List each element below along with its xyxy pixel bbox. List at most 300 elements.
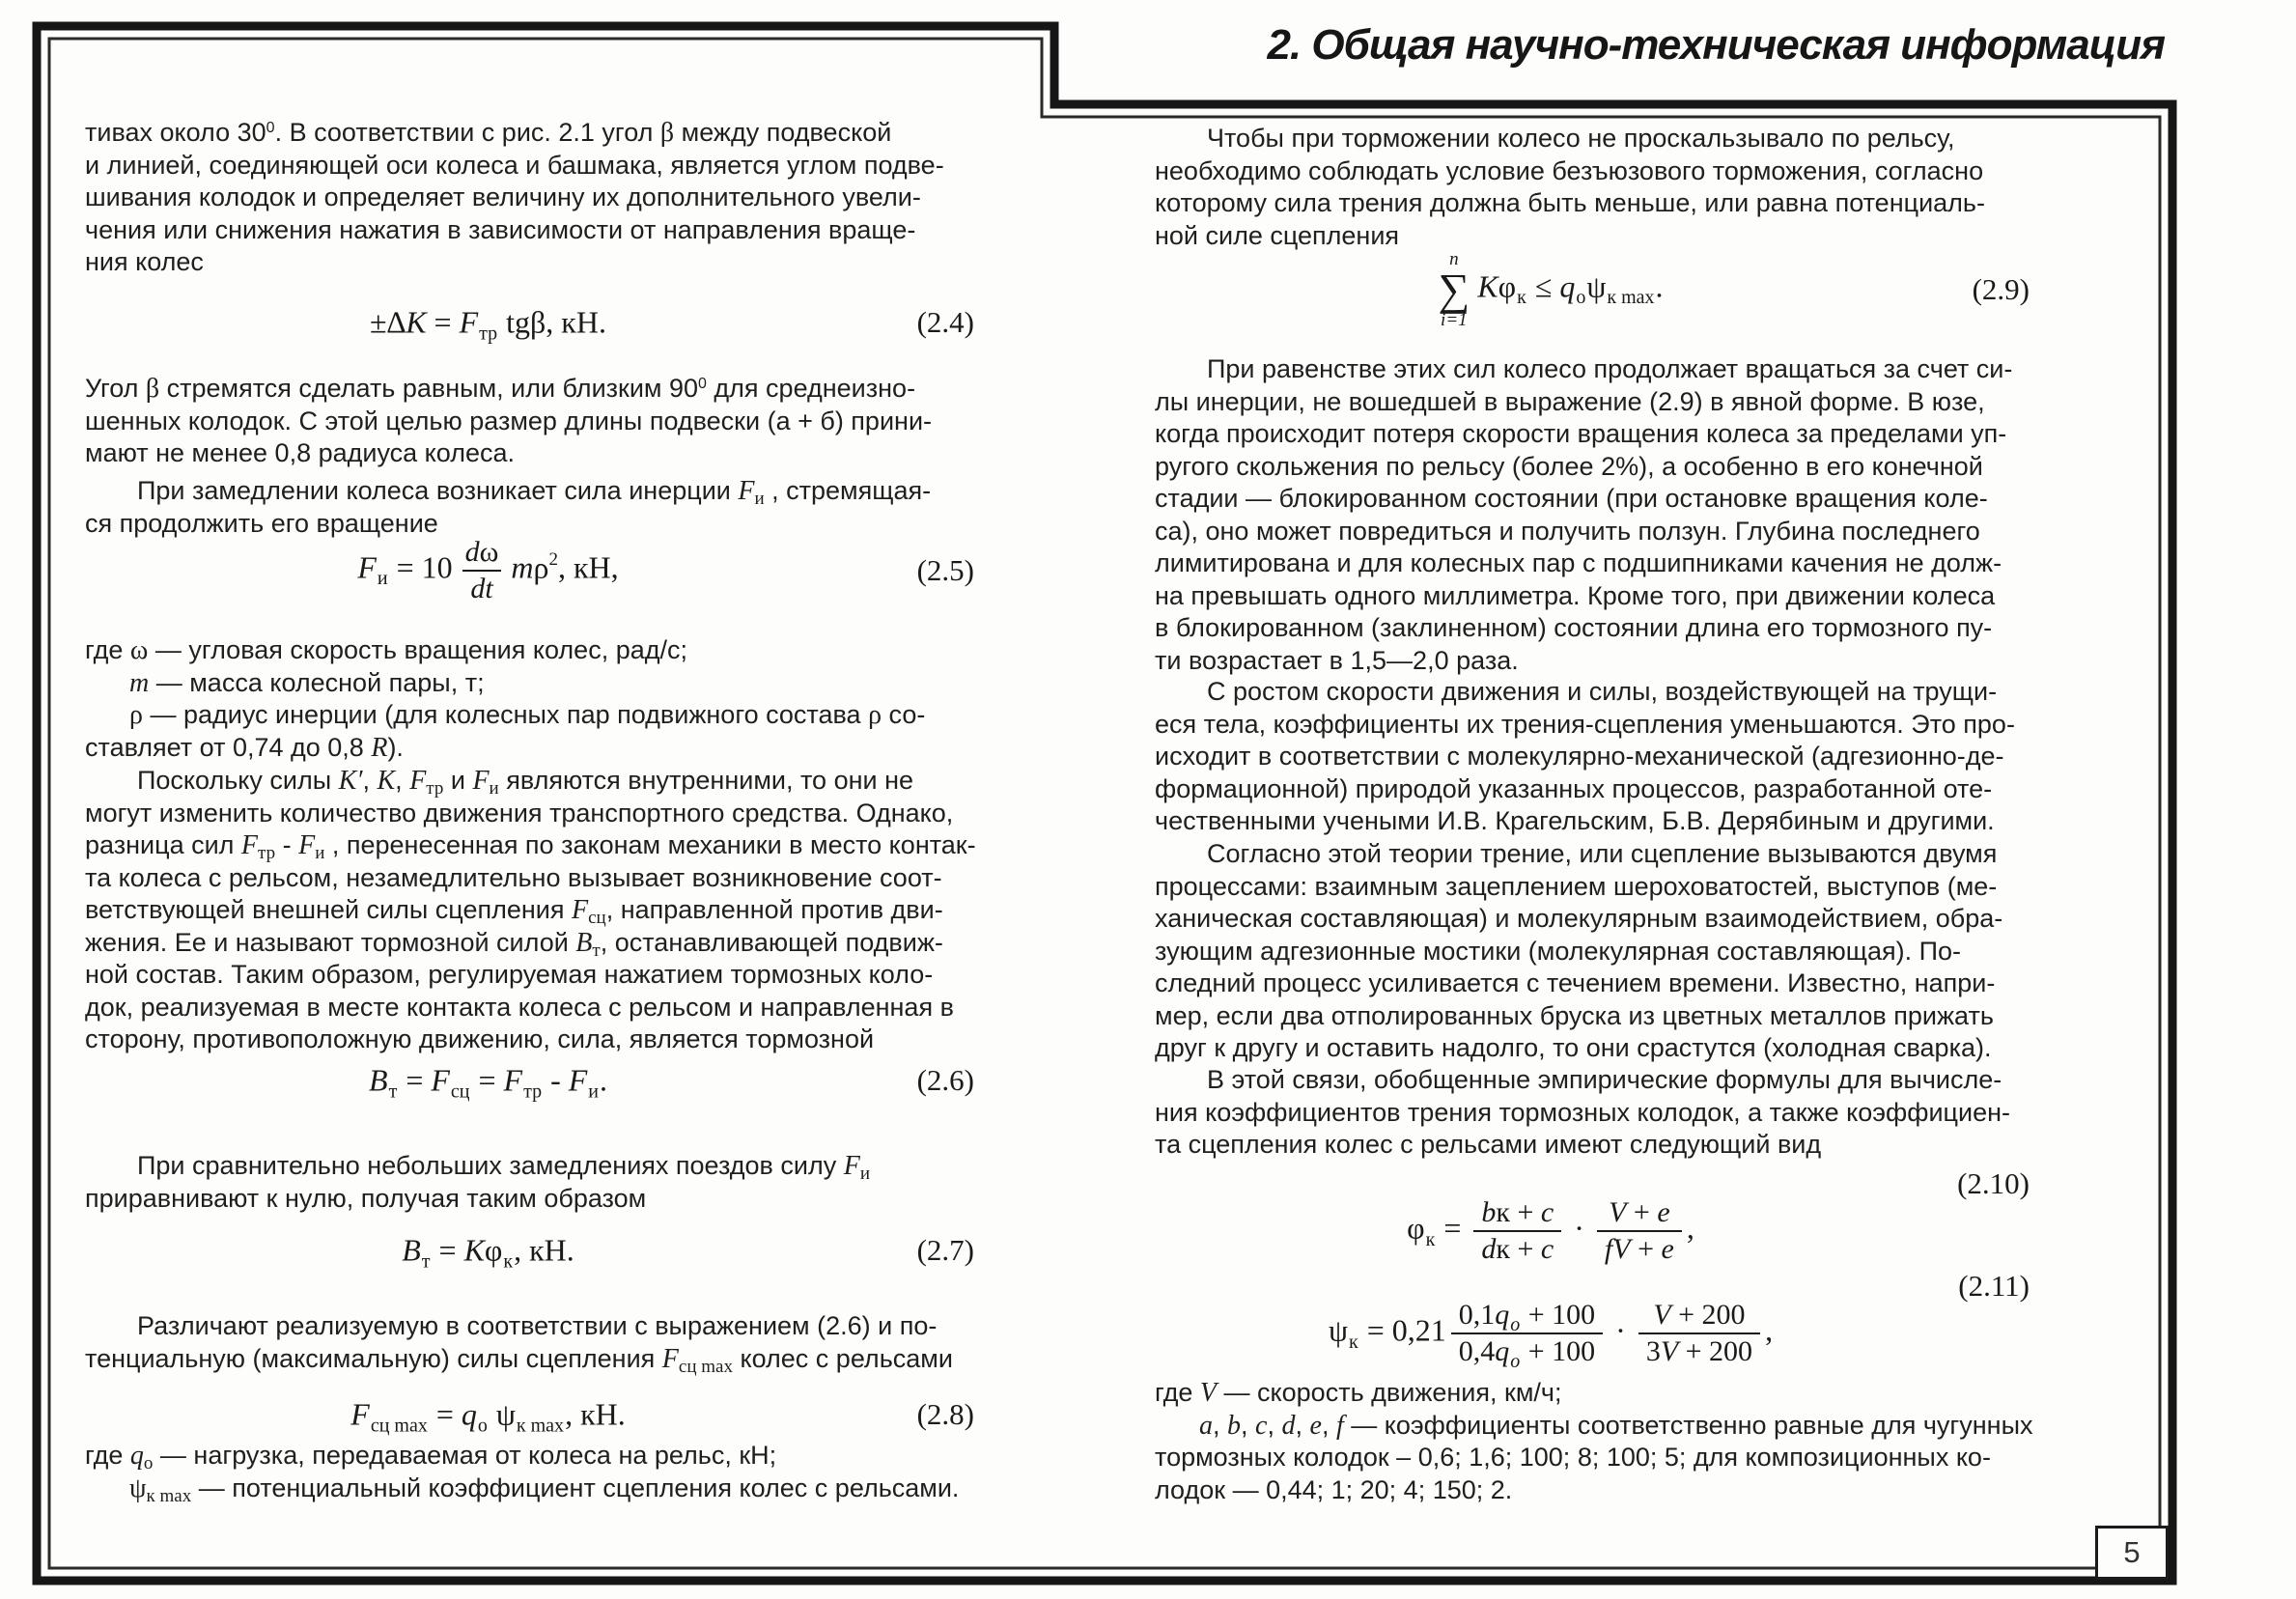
math-token: = <box>1436 1210 1470 1246</box>
text-run: , <box>1267 1410 1282 1440</box>
text-run: и <box>443 766 473 795</box>
text-run: При сравнительно небольших замедлениях поездов силу <box>137 1151 844 1180</box>
math-token: + <box>1630 1233 1662 1266</box>
math-token: d <box>464 536 480 568</box>
text-line <box>85 862 1017 895</box>
summation-symbol <box>1438 250 1470 329</box>
text-run: мер, если два отполированных бруска из цветных металлов прижать <box>1155 1000 1994 1030</box>
text-run: тивах около 30 <box>85 118 266 147</box>
text-line <box>85 150 1017 182</box>
math-token: B <box>402 1232 421 1268</box>
paragraph <box>85 1150 1017 1215</box>
math-token: к max <box>1607 287 1655 309</box>
text-line <box>1155 1377 2072 1410</box>
math-run: и <box>315 843 325 863</box>
formula-body <box>1155 250 1946 329</box>
text-run: исходит в соответствии с молекулярно-механической (адгезионно-де- <box>1155 742 2004 771</box>
math-token: fV <box>1604 1233 1631 1266</box>
chapter-header: 2. Общая научно-техническая информация <box>1267 21 2165 69</box>
fraction <box>1638 1298 1760 1369</box>
math-run: e <box>1309 1410 1322 1441</box>
text-line <box>85 699 1017 732</box>
text-run: , <box>1241 1410 1256 1440</box>
display-formula <box>1155 1269 2072 1377</box>
math-run: F <box>661 1343 679 1374</box>
text-line <box>85 1473 1017 1505</box>
text-line <box>1155 1410 2072 1443</box>
paragraph <box>1155 1064 2072 1162</box>
text-run: колес с рельсами <box>732 1343 953 1373</box>
math-token: 3 <box>1645 1335 1661 1368</box>
text-run: между подвеской <box>674 118 892 147</box>
text-run: лимитирована и для колесных пар с подшипниками качения не долж- <box>1155 548 2002 577</box>
math-token: + 200 <box>1678 1335 1753 1368</box>
math-run: F <box>240 830 259 860</box>
math-token: о <box>1576 287 1586 309</box>
fraction-numerator <box>1451 1298 1603 1336</box>
text-run: , перенесенная по законам механики в место контак- <box>324 830 976 859</box>
paragraph <box>85 1310 1017 1375</box>
math-token: ±∆ <box>370 304 406 340</box>
text-run: ной состав. Таким образом, регулируемая нажатием тормозных коло- <box>85 960 934 989</box>
math-run: ψ <box>129 1473 147 1503</box>
fraction-numerator <box>1473 1195 1561 1230</box>
text-run: Согласно этой теории трение, или сцепление вызываются двумя <box>1207 839 1998 868</box>
text-run: В этой связи, обобщенные эмпирические формулы для вычисле- <box>1207 1065 2002 1094</box>
text-run: где <box>85 635 130 664</box>
right-column <box>1155 0 2072 1599</box>
formula-number: (2.9) <box>1972 272 2030 306</box>
text-line <box>1155 1129 2072 1162</box>
math-token: d <box>1481 1233 1497 1266</box>
math-run: β <box>659 118 675 148</box>
text-run: — угловая скорость вращения колес, рад/с; <box>148 635 687 664</box>
paragraph <box>85 117 1017 279</box>
math-token: + 200 <box>1670 1299 1746 1332</box>
text-line <box>85 406 1017 438</box>
page-number-box <box>2095 1526 2169 1580</box>
display-formula <box>85 295 1017 351</box>
sigma-glyph: ∑ <box>1438 265 1470 315</box>
math-token: + <box>1626 1196 1658 1229</box>
math-run: о <box>143 1453 154 1473</box>
text-run: процессами: взаимным зацеплением шероховатостей, выступов (ме- <box>1155 871 1998 901</box>
fraction-numerator <box>1601 1195 1678 1230</box>
page-number: 5 <box>2123 1535 2141 1569</box>
math-token: = 0,21 <box>1358 1312 1446 1348</box>
sum-lower-limit: i=1 <box>1441 309 1468 330</box>
math-token: V <box>1653 1299 1671 1332</box>
math-token: сц <box>450 1080 470 1103</box>
text-line <box>1155 1474 2072 1507</box>
math-token: т <box>388 1080 398 1103</box>
math-token: = <box>426 304 460 340</box>
math-run: ρ <box>129 700 143 730</box>
text-run: , <box>1213 1410 1228 1440</box>
text-line <box>85 992 1017 1024</box>
formula-body <box>1155 1195 1946 1267</box>
fraction-numerator <box>458 535 507 570</box>
text-line <box>1155 871 2072 904</box>
text-run: При равенстве этих сил колесо продолжает вращаться за счет си- <box>1207 354 2013 383</box>
paragraph <box>85 634 1017 764</box>
text-run: и линией, соединяющей оси колеса и башмака, является углом подве- <box>85 150 944 180</box>
text-line <box>85 829 1017 862</box>
text-line <box>1155 1032 2072 1065</box>
text-line <box>1155 1000 2072 1033</box>
math-token: тр <box>479 323 498 345</box>
fraction-numerator <box>1645 1298 1752 1332</box>
math-run: K <box>377 766 396 796</box>
text-run: ставляет от 0,74 до 0,8 <box>85 732 372 762</box>
math-token: к max <box>516 1415 565 1437</box>
math-token: B <box>369 1062 388 1098</box>
math-run: к max <box>146 1485 192 1506</box>
math-token: K <box>406 304 427 340</box>
math-token: к <box>1517 287 1526 309</box>
math-token: 2 <box>548 549 558 571</box>
math-run: d <box>1281 1410 1296 1441</box>
text-run: ния колес <box>85 247 204 276</box>
text-line <box>85 373 1017 406</box>
text-line <box>85 798 1017 830</box>
math-run: 0 <box>266 120 275 136</box>
math-token: - <box>543 1062 569 1098</box>
text-run: са), оно может повредиться и получить ползун. Глубина последнего <box>1155 516 1980 546</box>
text-run: та колеса с рельсом, незамедлительно вызывает возникновение соот- <box>85 862 942 892</box>
text-line <box>85 117 1017 150</box>
math-token: o <box>1510 1314 1521 1336</box>
math-token: q <box>1495 1299 1510 1332</box>
text-run: , <box>395 766 410 795</box>
text-run: стадии — блокированном состоянии (при остановке вращения коле- <box>1155 484 1988 513</box>
text-run: , <box>362 766 378 795</box>
text-line <box>1155 516 2072 548</box>
text-run: — коэффициенты соответственно равные для чугунных <box>1343 1410 2033 1440</box>
text-line <box>85 1150 1017 1183</box>
text-line <box>1155 676 2072 709</box>
text-run: , останавливающей подвиж- <box>600 927 943 957</box>
formula-number: (2.7) <box>916 1233 974 1267</box>
text-line <box>1155 418 2072 451</box>
text-run: , <box>1321 1410 1336 1440</box>
text-run: где <box>1155 1378 1200 1407</box>
math-token: tgβ, кН. <box>498 304 606 340</box>
sum-upper-limit: n <box>1449 249 1459 270</box>
math-token: ψ <box>488 1396 516 1432</box>
text-line <box>85 634 1017 667</box>
formula-number: (2.8) <box>916 1397 974 1431</box>
text-run: ния коэффициентов трения тормозных колодок, а также коэффициен- <box>1155 1097 2010 1127</box>
text-line <box>1155 1097 2072 1130</box>
paragraph <box>1155 676 2072 838</box>
text-line <box>1155 187 2072 220</box>
text-run: являются внутренними, то они не <box>498 766 914 795</box>
math-token: о <box>477 1415 488 1437</box>
text-run: При замедлении колеса возникает сила инерции <box>137 476 739 505</box>
math-token: c <box>1540 1233 1554 1266</box>
math-run: f <box>1335 1410 1344 1441</box>
text-run: Чтобы при торможении колесо не проскальзывало по рельсу, <box>1207 124 1955 153</box>
math-token: e <box>1661 1233 1674 1266</box>
paragraph <box>1155 1377 2072 1506</box>
math-token: φ <box>484 1232 503 1268</box>
math-token: e <box>1657 1196 1670 1229</box>
text-run: — масса колесной пары, т; <box>149 667 485 697</box>
text-run: — потенциальный коэффициент сцепления колес с рельсами. <box>191 1473 960 1502</box>
text-run: следний процесс усиливается с течением времени. Известно, напри- <box>1155 968 1996 997</box>
math-run: V <box>1199 1378 1218 1408</box>
math-token: · <box>1608 1312 1634 1348</box>
fraction <box>1451 1298 1603 1373</box>
text-line <box>85 437 1017 470</box>
text-line <box>1155 773 2072 806</box>
math-token: q <box>1559 268 1576 304</box>
math-token: = <box>470 1062 504 1098</box>
text-line <box>1155 580 2072 613</box>
formula-number: (2.5) <box>916 553 974 587</box>
math-token: = 10 <box>388 549 453 585</box>
text-line <box>1155 805 2072 838</box>
math-token: F <box>357 549 377 585</box>
text-line <box>85 732 1017 765</box>
text-run: ти возрастает в 1,5—2,0 раза. <box>1155 645 1519 675</box>
text-run: жения. Ее и называют тормозной силой <box>85 927 576 957</box>
text-line <box>1155 741 2072 773</box>
math-run: F <box>409 766 427 796</box>
text-run: ). <box>387 732 404 762</box>
paragraph <box>1155 838 2072 1065</box>
math-token: q <box>461 1396 477 1432</box>
text-run: Угол <box>85 374 146 403</box>
text-line <box>1155 1064 2072 1097</box>
text-line <box>85 246 1017 279</box>
text-run: , направленной против дви- <box>605 895 943 924</box>
text-run: ветствующей внешней силы сцепления <box>85 895 572 924</box>
paragraph <box>85 373 1017 470</box>
text-run: мают не менее 0,8 радиуса колеса. <box>85 438 515 467</box>
text-line <box>1155 936 2072 968</box>
math-token: = <box>398 1062 432 1098</box>
math-run: F <box>472 766 490 796</box>
text-run: ханическая составляющая) и молекулярным взаимодействием, обра- <box>1155 904 2003 933</box>
math-token: ≤ <box>1526 268 1560 304</box>
math-token: + 100 <box>1521 1335 1596 1368</box>
text-run: еся тела, коэффициенты их трения-сцепления уменьшаются. Это про- <box>1155 709 2015 739</box>
math-token: к + <box>1496 1233 1541 1266</box>
math-token: , кН. <box>565 1396 626 1432</box>
text-run: тенциальную (максимальную) силы сцепления <box>85 1343 662 1373</box>
math-run: m <box>129 667 150 698</box>
text-run: стремятся сделать равным, или близким 90 <box>159 374 699 403</box>
math-token: o <box>1510 1351 1521 1373</box>
math-token: сц max <box>370 1415 428 1437</box>
text-line <box>85 667 1017 700</box>
math-token: q <box>1495 1335 1510 1368</box>
math-run: 0 <box>698 376 707 392</box>
math-token: ψ <box>1328 1312 1348 1348</box>
text-line <box>1155 709 2072 742</box>
math-run: сц max <box>678 1356 733 1377</box>
fraction <box>1597 1195 1682 1267</box>
text-run: — скорость движения, км/ч; <box>1217 1378 1562 1407</box>
math-run: ω <box>129 635 149 665</box>
text-line <box>85 1440 1017 1473</box>
text-run: - <box>275 830 299 859</box>
math-token: V <box>1609 1196 1627 1229</box>
math-run: F <box>843 1151 860 1181</box>
math-token: 0,4 <box>1458 1335 1496 1368</box>
math-token: · <box>1566 1210 1592 1246</box>
paragraph <box>1155 123 2072 252</box>
display-formula <box>85 1052 1017 1108</box>
text-line <box>1155 838 2072 871</box>
math-token: F <box>350 1396 370 1432</box>
math-token: φ <box>1498 268 1517 304</box>
math-run: т <box>592 940 601 961</box>
text-line <box>85 475 1017 508</box>
text-run: разница сил <box>85 830 241 859</box>
formula-body <box>85 304 891 345</box>
math-token: ω <box>479 536 499 568</box>
text-run: на превышать одного миллиметра. Кроме того, при движении колеса <box>1155 580 1996 610</box>
math-token: . <box>1655 268 1664 304</box>
math-run: F <box>298 830 316 860</box>
text-line <box>1155 123 2072 155</box>
text-line <box>1155 612 2072 645</box>
text-run: когда происходит потеря скорости вращения колеса за пределами уп- <box>1155 419 2007 448</box>
math-run: тр <box>258 843 276 863</box>
left-column <box>85 0 1017 1599</box>
math-token: , кН, <box>557 549 619 585</box>
text-run: шивания колодок и определяет величину их дополнительного увели- <box>85 182 921 211</box>
text-line <box>85 214 1017 247</box>
text-run: , <box>1295 1410 1310 1440</box>
math-run: и <box>489 778 499 799</box>
math-token: c <box>1540 1196 1554 1229</box>
text-line <box>85 894 1017 927</box>
text-line <box>1155 483 2072 516</box>
math-run: B <box>575 927 593 958</box>
formula-number: (2.4) <box>916 305 974 339</box>
fraction-denominator <box>1473 1230 1561 1267</box>
fraction <box>1473 1195 1561 1267</box>
math-token: F <box>459 304 479 340</box>
math-token: F <box>568 1062 588 1098</box>
display-formula <box>1155 244 2072 335</box>
math-run: K′ <box>338 766 363 796</box>
fraction-denominator <box>462 570 500 606</box>
math-run: β <box>145 374 160 404</box>
math-run: c <box>1255 1410 1268 1441</box>
math-run: q <box>129 1441 144 1471</box>
text-run: тормозных колодок – 0,6; 1,6; 100; 8; 100; 5; для композиционных ко- <box>1155 1443 1991 1472</box>
text-run: шенных колодок. С этой целью размер длины подвески (а + б) прини- <box>85 406 933 435</box>
math-token: к <box>1425 1228 1436 1250</box>
formula-number: (2.11) <box>1958 1269 2030 1303</box>
text-run: со- <box>882 700 926 729</box>
math-token: K <box>463 1232 485 1268</box>
math-token: , кН. <box>514 1232 574 1268</box>
math-token: ρ <box>533 549 549 585</box>
math-run: и <box>859 1164 870 1184</box>
math-run: R <box>371 732 388 763</box>
fraction <box>458 535 507 606</box>
text-run: ной силе сцепления <box>1155 220 1400 250</box>
text-line <box>85 1024 1017 1056</box>
text-line <box>1155 645 2072 678</box>
math-token: т <box>421 1250 431 1273</box>
math-token: . <box>599 1062 607 1098</box>
paragraph <box>1155 353 2072 677</box>
text-line <box>1155 353 2072 386</box>
text-line <box>1155 155 2072 188</box>
math-run: F <box>571 895 589 925</box>
text-run: где <box>85 1441 130 1470</box>
text-run: формационной) природой указанных процессов, разработанной оте- <box>1155 773 1993 803</box>
text-run: лодок — 0,44; 1; 20; 4; 150; 2. <box>1155 1474 1513 1504</box>
text-run: Поскольку силы <box>137 766 339 795</box>
text-run: чественными учеными И.В. Крагельским, Б.В. Дерябиным и другими. <box>1155 806 1995 835</box>
math-token: и <box>588 1080 599 1103</box>
display-formula <box>85 526 1017 615</box>
text-line <box>85 1343 1017 1376</box>
formula-body <box>85 1062 891 1103</box>
math-run: a <box>1199 1410 1213 1441</box>
formula-number: (2.10) <box>1957 1166 2030 1200</box>
math-token: 0,1 <box>1458 1299 1496 1332</box>
text-line <box>85 765 1017 798</box>
text-run: ругого скольжения по рельсу (более 2%), а особенно в его конечной <box>1155 451 1983 481</box>
math-run: F <box>738 476 755 506</box>
text-run: приравнивают к нулю, получая таким образом <box>85 1183 647 1213</box>
text-run: — нагрузка, передаваемая от колеса на рельс, кН; <box>153 1441 777 1470</box>
fraction-denominator <box>1451 1332 1603 1373</box>
text-line <box>85 927 1017 960</box>
text-run: которому сила трения должна быть меньше, или равна потенциаль- <box>1155 188 1985 217</box>
text-line <box>1155 547 2072 580</box>
math-run: тр <box>426 778 444 799</box>
math-token: и <box>377 568 388 590</box>
formula-body <box>85 1232 891 1273</box>
math-run: ρ <box>868 700 882 730</box>
math-token: m <box>511 549 534 585</box>
math-token: к <box>503 1250 514 1273</box>
text-line <box>85 1183 1017 1216</box>
text-line <box>85 182 1017 214</box>
formula-body <box>85 535 891 606</box>
display-formula <box>85 1222 1017 1278</box>
text-run: Различают реализуемую в соответствии с выражением (2.6) и по- <box>137 1311 938 1340</box>
math-token: K <box>1477 268 1498 304</box>
math-token: , <box>1765 1312 1774 1348</box>
math-token: dt <box>470 573 493 604</box>
text-line <box>1155 386 2072 419</box>
math-run: и <box>754 489 765 509</box>
formula-body <box>1155 1298 1946 1373</box>
paragraph <box>85 1440 1017 1504</box>
text-run: — радиус инерции (для колесных пар подвижного состава <box>142 700 869 729</box>
text-run: зующим адгезионные мостики (молекулярная составляющая). По- <box>1155 936 1961 966</box>
math-token: + 100 <box>1521 1299 1596 1332</box>
text-line <box>1155 1442 2072 1474</box>
text-run: ся продолжить его вращение <box>85 508 438 538</box>
math-token: = <box>428 1396 462 1432</box>
text-run: С ростом скорости движения и силы, воздействующей на трущи- <box>1207 677 1998 706</box>
text-line <box>85 1310 1017 1343</box>
fraction-denominator <box>1638 1332 1760 1369</box>
display-formula <box>85 1387 1017 1443</box>
